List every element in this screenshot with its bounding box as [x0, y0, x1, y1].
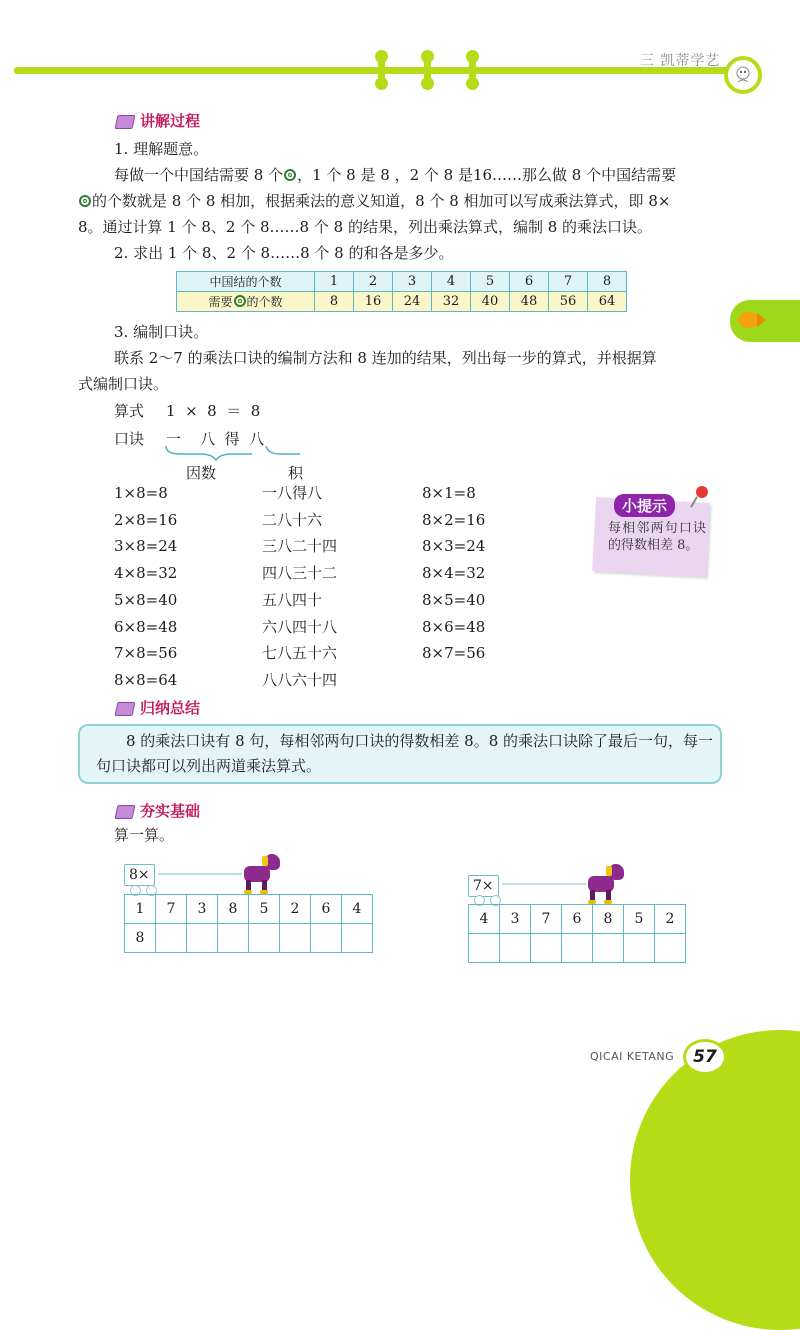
- section-explain-heading: 讲解过程: [116, 110, 200, 131]
- rhyme-item: 一八得八: [262, 484, 323, 502]
- formula-item: 8×4=32: [422, 564, 486, 583]
- answer-cell[interactable]: [500, 934, 531, 963]
- formulas-left-column: [114, 480, 177, 694]
- exercise-cell: 5: [249, 895, 280, 924]
- step1-line3: 8。通过计算 1 个 8、2 个 8……8 个 8 的结果，列出乘法算式，编制 8 的乘法口诀。: [78, 218, 653, 236]
- summary-text: 8 的乘法口诀有 8 句，每相邻两句口诀的得数相差 8。8 的乘法口诀除了最后一句，每一句口诀都可以列出两道乘法算式。: [96, 732, 714, 775]
- formula-item: 6×8=48: [114, 617, 178, 636]
- horse-icon: [584, 860, 630, 906]
- section-icon: [115, 805, 136, 819]
- rhyme-item: 五八四十: [262, 590, 323, 609]
- horse-icon: [240, 850, 286, 896]
- exercise-right-table: [468, 904, 686, 963]
- formula-item: 8×7=56: [422, 644, 486, 663]
- example-formula-label: 算式: [114, 402, 145, 420]
- knot-cell: 2: [354, 272, 393, 292]
- answer-cell[interactable]: 8: [125, 924, 156, 953]
- cart-bar: [502, 883, 586, 885]
- answer-cell[interactable]: [218, 924, 249, 953]
- exercise-row-answer: [469, 934, 686, 963]
- exercise-row-answer: [125, 924, 373, 953]
- rhymes-column: [262, 480, 337, 694]
- footer-arc: [630, 1030, 800, 1330]
- knot-cell: 56: [549, 292, 588, 312]
- exercise-cell: 7: [531, 905, 562, 934]
- exercise-prompt: 算一算。: [114, 826, 175, 844]
- knot-table: [176, 271, 627, 312]
- formula-item: 8×3=24: [422, 537, 486, 556]
- formula-item: 8×8=64: [114, 670, 178, 689]
- answer-cell[interactable]: [311, 924, 342, 953]
- knot-cell: 40: [471, 292, 510, 312]
- exercise-left-tag: 8×: [124, 864, 155, 886]
- step1-heading: 1. 理解题意。: [114, 140, 209, 158]
- example-rhyme: 一 八 得 八: [166, 430, 265, 448]
- knot-cell: 64: [588, 292, 627, 312]
- header-peg: [469, 52, 476, 88]
- knot-row-label: 需要 的个数: [177, 292, 315, 312]
- formula-item: 4×8=32: [114, 564, 178, 583]
- answer-cell[interactable]: [655, 934, 686, 963]
- exercise-cell: 7: [156, 895, 187, 924]
- knot-cell: 7: [549, 272, 588, 292]
- formula-item: 5×8=40: [114, 590, 178, 609]
- tip-title: 小提示: [614, 494, 675, 517]
- exercise-cell: 4: [342, 895, 373, 924]
- exercise-cell: 3: [187, 895, 218, 924]
- exercise-cell: 2: [655, 905, 686, 934]
- section-basic-heading: 夯实基础: [116, 800, 200, 821]
- step1-line2: 的个数就是 8 个 8 相加，根据乘法的意义知道，8 个 8 相加可以写成乘法算式，即 8×: [78, 188, 670, 214]
- rhyme-item: 八八六十四: [262, 670, 338, 689]
- knot-icon: [284, 169, 296, 181]
- formulas-right-column: [422, 480, 485, 667]
- answer-cell[interactable]: [249, 924, 280, 953]
- header-peg: [378, 52, 385, 88]
- formula-item: 7×8=56: [114, 644, 178, 663]
- example-rhyme-label: 口诀: [114, 430, 145, 448]
- step3-line2: 式编制口诀。: [78, 375, 169, 393]
- knot-cell: 6: [510, 272, 549, 292]
- rhyme-item: 七八五十六: [262, 644, 338, 663]
- chapter-title: 三 凯蒂学艺: [640, 53, 721, 69]
- exercise-cell: 4: [469, 905, 500, 934]
- example-formula: 1 × 8 ＝ 8: [166, 402, 261, 420]
- exercise-cell: 8: [218, 895, 249, 924]
- knot-cell: 8: [588, 272, 627, 292]
- exercise-cell: 3: [500, 905, 531, 934]
- exercise-row-top: [469, 905, 686, 934]
- product-label: 积: [288, 464, 304, 482]
- section-icon: [115, 115, 136, 129]
- formula-item: 8×6=48: [422, 617, 486, 636]
- answer-cell[interactable]: [280, 924, 311, 953]
- step3-line1: 联系 2～7 的乘法口诀的编制方法和 8 连加的结果，列出每一步的算式，并根据算: [114, 349, 657, 367]
- knot-row-label: 中国结的个数: [177, 272, 315, 292]
- page-number: 57: [683, 1039, 727, 1075]
- answer-cell[interactable]: [156, 924, 187, 953]
- knot-cell: 24: [393, 292, 432, 312]
- knot-cell: 32: [432, 292, 471, 312]
- knot-icon: [234, 295, 246, 307]
- knot-cell: 4: [432, 272, 471, 292]
- knot-cell: 8: [315, 292, 354, 312]
- exercise-right-tag: 7×: [468, 875, 499, 897]
- exercise-cell: 5: [624, 905, 655, 934]
- pushpin-icon: [696, 486, 708, 498]
- answer-cell[interactable]: [469, 934, 500, 963]
- answer-cell[interactable]: [342, 924, 373, 953]
- knot-cell: 5: [471, 272, 510, 292]
- step3-heading: 3. 编制口诀。: [114, 323, 209, 341]
- answer-cell[interactable]: [562, 934, 593, 963]
- rhyme-item: 四八三十二: [262, 564, 338, 583]
- knot-table-row: [177, 272, 627, 292]
- section-summary-heading: 归纳总结: [116, 697, 200, 718]
- tip-body: 每相邻两句口诀的得数相差 8。: [608, 521, 706, 553]
- exercise-cell: 1: [125, 895, 156, 924]
- formula-item: 8×1=8: [422, 484, 476, 502]
- step2-heading: 2. 求出 1 个 8、2 个 8……8 个 8 的和各是多少。: [114, 244, 454, 262]
- knot-icon: [79, 195, 91, 207]
- knot-table-row: [177, 292, 627, 312]
- exercise-left-table: [124, 894, 373, 953]
- factors-label: 因数: [186, 464, 217, 482]
- cart-bar: [158, 873, 242, 875]
- formula-item: 3×8=24: [114, 537, 178, 556]
- rhyme-item: 三八二十四: [262, 537, 338, 556]
- footer-label: QICAI KETANG: [590, 1050, 675, 1063]
- formula-item: 2×8=16: [114, 510, 178, 529]
- rhyme-item: 二八十六: [262, 510, 323, 529]
- chapter-badge-icon: [724, 56, 762, 94]
- step1-line1: 每做一个中国结需要 8 个 ，1 个 8 是 8 ，2 个 8 是16……那么做 8 个中国结需要: [114, 166, 677, 184]
- fish-tail-icon: [757, 313, 766, 327]
- exercise-cell: 2: [280, 895, 311, 924]
- formula-item: 1×8=8: [114, 484, 168, 502]
- exercise-cell: 6: [311, 895, 342, 924]
- exercise-cell: 6: [562, 905, 593, 934]
- answer-cell[interactable]: [531, 934, 562, 963]
- knot-cell: 48: [510, 292, 549, 312]
- knot-cell: 1: [315, 272, 354, 292]
- exercise-cell: 8: [593, 905, 624, 934]
- exercise-row-top: [125, 895, 373, 924]
- rhyme-item: 六八四十八: [262, 617, 338, 636]
- brace-lines: [160, 440, 310, 462]
- formula-item: 8×2=16: [422, 510, 486, 529]
- header-peg: [424, 52, 431, 88]
- answer-cell[interactable]: [593, 934, 624, 963]
- section-icon: [115, 702, 136, 716]
- knot-cell: 3: [393, 272, 432, 292]
- answer-cell[interactable]: [624, 934, 655, 963]
- knot-cell: 16: [354, 292, 393, 312]
- formula-item: 8×5=40: [422, 590, 486, 609]
- answer-cell[interactable]: [187, 924, 218, 953]
